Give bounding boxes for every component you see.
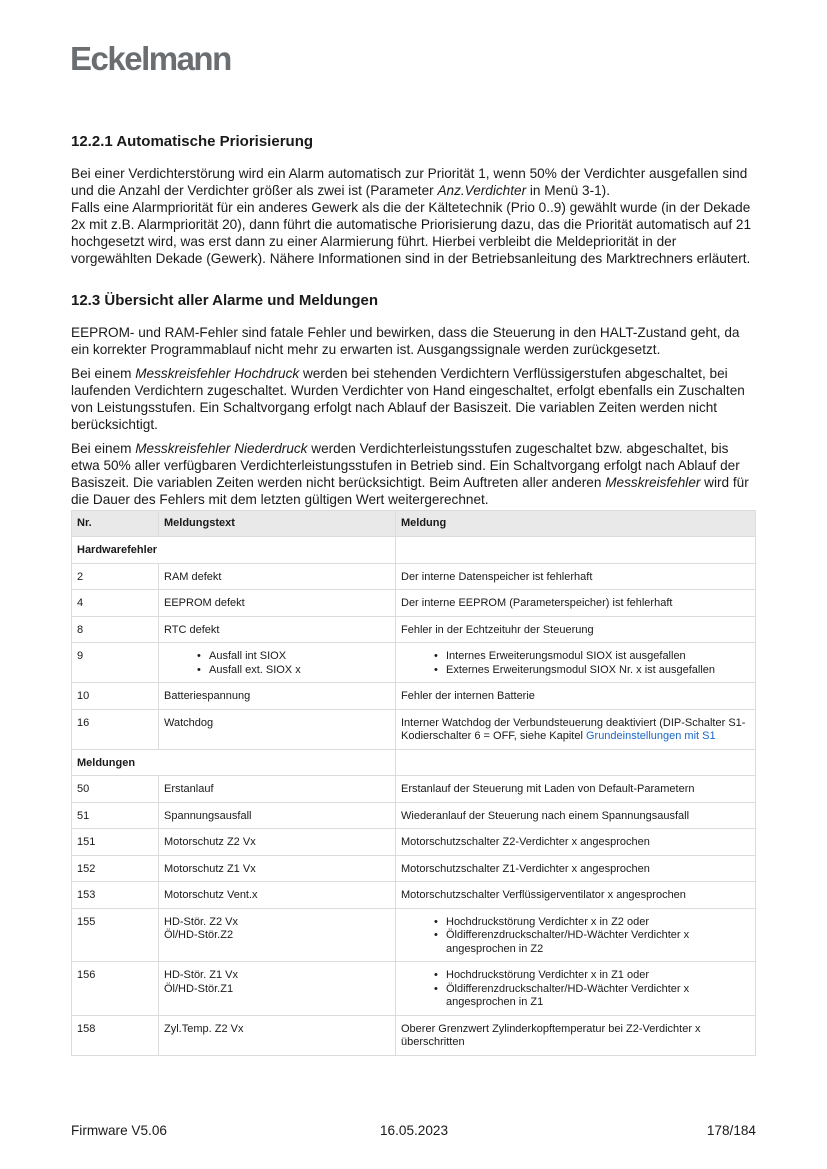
cell-nr: 8	[72, 616, 159, 643]
table-row	[72, 616, 756, 643]
document-body	[71, 133, 757, 1056]
cell-meldung	[396, 962, 756, 1016]
empty-cell	[396, 749, 756, 776]
eckelmann-logo: Eckelmann	[70, 40, 231, 77]
paragraph: EEPROM- und RAM-Fehler sind fatale Fehler und bewirken, dass die Steuerung in den HALT-Zustand geht, da ein korrekter Programmablauf nicht mehr zu erwarten ist. Ausgangssignale werden zurückgesetzt.	[71, 325, 740, 357]
cell-meldung: Oberer Grenzwert Zylinderkopftemperatur bei Z2-Verdichter x überschritten	[396, 1015, 756, 1055]
table-section-row	[72, 537, 756, 564]
section-heading-automatische-priorisierung: 12.2.1 Automatische Priorisierung	[71, 133, 314, 150]
table-row	[72, 590, 756, 617]
cell-nr: 10	[72, 683, 159, 710]
cell-meldungstext: Motorschutz Z1 Vx	[159, 855, 396, 882]
bullet-list	[164, 650, 390, 677]
cell-meldung	[396, 643, 756, 683]
cell-meldungstext: EEPROM defekt	[159, 590, 396, 617]
column-header-meldungstext: Meldungstext	[159, 511, 396, 537]
cell-nr: 9	[72, 643, 159, 683]
paragraph: Bei einer Verdichterstörung wird ein Alarm automatisch zur Priorität 1, wenn 50% der Verdichter ausgefallen sind und die Anzahl der Verdichter größer als zwei ist (Parameter Anz.Verdichter in Menü 3-1). Falls eine Alarmpriorität für ein anderes Gewerk als die der Kältetechnik (Prio 0..9) gewählt wurde (in der Dekade 2x mit z.B. Alarmpriorität 20), dann führt die automatische Priorisierung dazu, das die Priorität automatisch auf 21 hochgesetzt wird, was erst dann zu einer Alarmierung führt. Hierbei verbleibt die Meldepriorität in der vorgewählten Dekade (Gewerk). Nähere Informationen sind in der Betriebsanleitung des Marktrechners erläutert.	[71, 166, 752, 266]
list-item: • Öldifferenzdruckschalter/HD-Wächter Verdichter x angesprochen in Z1	[446, 983, 750, 1010]
table-row	[72, 908, 756, 962]
paragraph: Bei einem Messkreisfehler Niederdruck werden Verdichterleistungsstufen zugeschaltet bzw. abgeschaltet, bis etwa 50% aller verfügbaren Verdichterleistungsstufen in Betrieb sind. Ein Schaltvorgang erfolgt nach Ablauf der Basiszeit. Die variablen Zeiten werden nicht berücksichtigt. Beim Auftreten aller anderen Messkreisfehler wird für die Dauer des Fehlers mit dem letzten gültigen Wert weitergerechnet.	[71, 441, 749, 507]
empty-cell	[396, 537, 756, 564]
cell-meldungstext: Spannungsausfall	[159, 802, 396, 829]
cell-meldungstext: Zyl.Temp. Z2 Vx	[159, 1015, 396, 1055]
section-heading-uebersicht-alarme: 12.3 Übersicht aller Alarme und Meldungen	[71, 292, 379, 309]
table-row	[72, 802, 756, 829]
cell-meldungstext: Batteriespannung	[159, 683, 396, 710]
cell-meldung: Fehler in der Echtzeituhr der Steuerung	[396, 616, 756, 643]
section-label: Meldungen	[72, 749, 396, 776]
bullet-list	[401, 969, 750, 1010]
alarm-table	[71, 510, 756, 1056]
table-header-row	[72, 511, 756, 537]
cell-nr: 152	[72, 855, 159, 882]
cell-meldungstext	[159, 908, 396, 962]
cell-meldung: Fehler der internen Batterie	[396, 683, 756, 710]
cell-meldung: Der interne EEPROM (Parameterspeicher) ist fehlerhaft	[396, 590, 756, 617]
cell-nr: 151	[72, 829, 159, 856]
cell-meldungstext: Erstanlauf	[159, 776, 396, 803]
cell-nr: 2	[72, 563, 159, 590]
cell-meldung	[396, 908, 756, 962]
section-label: Hardwarefehler	[72, 537, 396, 564]
bullet-list	[401, 916, 750, 957]
cell-meldungstext	[159, 643, 396, 683]
cell-nr: 156	[72, 962, 159, 1016]
text-line: HD-Stör. Z1 Vx	[164, 969, 238, 981]
list-item: • Öldifferenzdruckschalter/HD-Wächter Verdichter x angesprochen in Z2	[446, 929, 750, 956]
footer-firmware: Firmware V5.06	[71, 1123, 167, 1138]
cell-nr: 153	[72, 882, 159, 909]
table-row	[72, 709, 756, 749]
list-item: • Ausfall int SIOX	[209, 650, 390, 664]
cell-nr: 51	[72, 802, 159, 829]
list-item: • Hochdruckstörung Verdichter x in Z2 oder	[446, 916, 750, 930]
cell-meldung: Wiederanlauf der Steuerung nach einem Spannungsausfall	[396, 802, 756, 829]
cell-meldungstext: RAM defekt	[159, 563, 396, 590]
table-section-row	[72, 749, 756, 776]
cell-meldungstext: Motorschutz Z2 Vx	[159, 829, 396, 856]
footer-date: 16.05.2023	[380, 1123, 449, 1138]
cell-nr: 4	[72, 590, 159, 617]
text-line: HD-Stör. Z2 Vx	[164, 915, 238, 928]
table-row	[72, 855, 756, 882]
cell-meldungstext	[159, 962, 396, 1016]
cell-text: Interner Watchdog der Verbundsteuerung deaktiviert (DIP-Schalter S1-Kodierschalter 6 = OFF, siehe Kapitel	[401, 716, 746, 742]
cell-meldung: Erstanlauf der Steuerung mit Laden von Default-Parametern	[396, 776, 756, 803]
table-row	[72, 563, 756, 590]
paragraph: Bei einem Messkreisfehler Hochdruck werden bei stehenden Verdichtern Verflüssigerstufen abgeschaltet, bei laufenden Verdichtern zugeschaltet. Wurden Verdichter von Hand eingeschaltet, erfolgt ebenfalls ein Zuschalten von Leistungsstufen. Ein Schaltvorgang erfolgt nach Ablauf der Basiszeit. Die variablen Zeiten werden nicht berücksichtigt.	[71, 366, 745, 432]
list-item: • Ausfall ext. SIOX x	[209, 664, 390, 678]
cell-nr: 16	[72, 709, 159, 749]
text-line: Öl/HD-Stör.Z2	[164, 929, 234, 941]
column-header-meldung: Meldung	[396, 511, 756, 537]
column-header-nr: Nr.	[72, 511, 159, 537]
cell-meldung: Motorschutzschalter Verflüssigerventilator x angesprochen	[396, 882, 756, 909]
cell-meldungstext: Motorschutz Vent.x	[159, 882, 396, 909]
footer-page-number: 178/184	[706, 1123, 756, 1138]
table-row	[72, 829, 756, 856]
table-row	[72, 643, 756, 683]
cell-nr: 50	[72, 776, 159, 803]
table-row	[72, 962, 756, 1016]
cell-meldung	[396, 709, 756, 749]
table-row	[72, 683, 756, 710]
link-grundeinstellungen[interactable]: Grundeinstellungen mit S1	[585, 730, 716, 742]
cell-meldung: Motorschutzschalter Z2-Verdichter x angesprochen	[396, 829, 756, 856]
cell-meldung: Motorschutzschalter Z1-Verdichter x angesprochen	[396, 855, 756, 882]
table-row	[72, 1015, 756, 1055]
cell-nr: 158	[72, 1015, 159, 1055]
text-line: Öl/HD-Stör.Z1	[164, 982, 234, 995]
list-item: • Externes Erweiterungsmodul SIOX Nr. x ist ausgefallen	[446, 664, 750, 678]
cell-meldung: Der interne Datenspeicher ist fehlerhaft	[396, 563, 756, 590]
cell-meldungstext: RTC defekt	[159, 616, 396, 643]
list-item: • Internes Erweiterungsmodul SIOX ist ausgefallen	[446, 650, 750, 664]
cell-nr: 155	[72, 908, 159, 962]
list-item: • Hochdruckstörung Verdichter x in Z1 oder	[446, 969, 750, 983]
bullet-list	[401, 650, 750, 677]
cell-meldungstext: Watchdog	[159, 709, 396, 749]
table-row	[72, 776, 756, 803]
table-row	[72, 882, 756, 909]
